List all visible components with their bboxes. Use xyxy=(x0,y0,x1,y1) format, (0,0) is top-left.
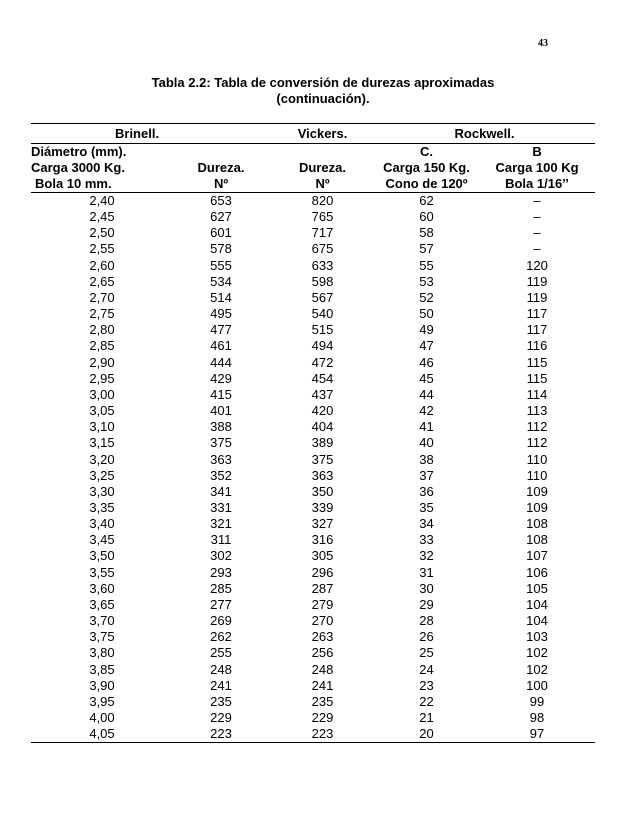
cell-rockwell-b: 117 xyxy=(526,322,548,338)
cell-brinell-dureza: 514 xyxy=(210,289,232,305)
group-header-row xyxy=(31,124,595,144)
table-row xyxy=(31,387,595,403)
cell-rockwell-b: 109 xyxy=(526,499,548,515)
cell-rockwell-b: 97 xyxy=(479,726,595,743)
cell-rockwell-c: 23 xyxy=(419,677,434,693)
cell-rockwell-b: 99 xyxy=(529,693,545,709)
table xyxy=(31,123,595,743)
group-header-brinell: Brinell. xyxy=(115,126,160,141)
cell-brinell-dureza: 229 xyxy=(210,710,232,725)
cell-brinell-dureza: 321 xyxy=(210,516,232,532)
cell-vickers-dureza: 327 xyxy=(311,516,334,532)
column-header-line: Carga 100 Kg xyxy=(495,160,579,175)
cell-vickers-dureza: 515 xyxy=(311,322,334,338)
table-row xyxy=(31,662,595,678)
cell-rockwell-c: 21 xyxy=(419,710,434,725)
table-row xyxy=(31,290,595,306)
cell-rockwell-b: 98 xyxy=(529,710,545,725)
cell-vickers-dureza: 437 xyxy=(311,386,334,402)
cell-rockwell-b: 112 xyxy=(526,419,548,435)
cell-vickers-dureza: 420 xyxy=(311,403,334,419)
column-header-line: C. xyxy=(420,144,434,159)
table-row xyxy=(31,613,595,629)
cell-brinell-dureza: 293 xyxy=(210,564,232,580)
cell-brinell-dureza: 285 xyxy=(210,580,232,596)
cell-rockwell-c: 22 xyxy=(419,693,434,709)
cell-rockwell-c: 49 xyxy=(419,322,434,338)
cell-diametro: 2,55 xyxy=(89,241,115,257)
cell-rockwell-c: 46 xyxy=(419,354,434,370)
cell-rockwell-c: 34 xyxy=(419,516,434,532)
cell-rockwell-b: 108 xyxy=(526,516,548,532)
cell-vickers-dureza: 223 xyxy=(271,726,374,743)
table-row xyxy=(31,435,595,451)
column-header-line: Bola 10 mm. xyxy=(35,176,112,191)
cell-rockwell-c: 62 xyxy=(419,193,434,208)
column-header-line: Nº xyxy=(315,176,330,191)
cell-rockwell-b: 105 xyxy=(526,580,548,596)
table-row xyxy=(31,565,595,581)
cell-diametro: 3,65 xyxy=(89,596,115,612)
column-header-rockwell-b xyxy=(479,144,595,193)
cell-brinell-dureza: 341 xyxy=(210,483,232,499)
cell-vickers-dureza: 339 xyxy=(311,499,334,515)
cell-brinell-dureza: 352 xyxy=(210,467,232,483)
cell-rockwell-b: 112 xyxy=(526,435,548,451)
table-row xyxy=(31,629,595,645)
cell-rockwell-c: 55 xyxy=(419,257,434,273)
cell-brinell-dureza: 578 xyxy=(210,241,232,257)
cell-vickers-dureza: 820 xyxy=(311,193,334,208)
cell-rockwell-c: 40 xyxy=(419,435,434,451)
group-header-rockwell: Rockwell. xyxy=(454,126,515,141)
table-row xyxy=(31,484,595,500)
column-header-line: Nº xyxy=(213,176,229,191)
cell-rockwell-c: 42 xyxy=(419,403,434,419)
cell-vickers-dureza: 675 xyxy=(311,241,334,257)
cell-rockwell-b: 116 xyxy=(526,338,548,354)
cell-vickers-dureza: 350 xyxy=(311,483,334,499)
column-header-line: B xyxy=(532,144,542,159)
cell-diametro: 2,45 xyxy=(89,209,115,225)
cell-diametro: 2,80 xyxy=(89,322,115,338)
cell-rockwell-c: 53 xyxy=(419,273,434,289)
cell-brinell-dureza: 223 xyxy=(171,726,271,743)
table-row xyxy=(31,274,595,290)
table-row xyxy=(31,694,595,710)
cell-diametro: 3,20 xyxy=(89,451,115,467)
cell-diametro: 3,75 xyxy=(89,629,115,645)
cell-vickers-dureza: 494 xyxy=(311,338,334,354)
cell-rockwell-b: 117 xyxy=(526,306,548,322)
cell-brinell-dureza: 461 xyxy=(210,338,232,354)
cell-rockwell-c: 29 xyxy=(419,596,434,612)
cell-vickers-dureza: 633 xyxy=(311,257,334,273)
table-row xyxy=(31,726,595,743)
cell-rockwell-c: 38 xyxy=(419,451,434,467)
table-row xyxy=(31,678,595,694)
cell-diametro: 3,30 xyxy=(89,483,115,499)
cell-vickers-dureza: 256 xyxy=(311,645,334,661)
cell-diametro: 3,55 xyxy=(89,564,115,580)
cell-rockwell-b: 110 xyxy=(526,451,548,467)
table-row xyxy=(31,516,595,532)
cell-diametro: 2,85 xyxy=(89,338,115,354)
cell-rockwell-b: 102 xyxy=(526,645,548,661)
cell-rockwell-c: 31 xyxy=(419,564,434,580)
cell-brinell-dureza: 248 xyxy=(210,661,232,677)
table-row xyxy=(31,468,595,484)
cell-rockwell-b: 102 xyxy=(526,661,548,677)
cell-vickers-dureza: 540 xyxy=(311,306,334,322)
cell-rockwell-b: 119 xyxy=(526,273,548,289)
cell-brinell-dureza: 241 xyxy=(210,677,232,693)
cell-brinell-dureza: 262 xyxy=(210,629,232,645)
cell-rockwell-c: 50 xyxy=(419,306,434,322)
cell-diametro: 3,00 xyxy=(89,386,115,402)
cell-diametro: 3,50 xyxy=(89,548,115,564)
cell-rockwell-c: 25 xyxy=(419,645,434,661)
cell-rockwell-b: 104 xyxy=(526,596,548,612)
cell-rockwell-b: 108 xyxy=(526,532,548,548)
cell-brinell-dureza: 601 xyxy=(210,225,232,241)
cell-vickers-dureza: 279 xyxy=(311,596,334,612)
cell-rockwell-b: 110 xyxy=(526,467,548,483)
cell-diametro: 2,75 xyxy=(89,306,115,322)
cell-brinell-dureza: 477 xyxy=(210,322,232,338)
cell-rockwell-b: 119 xyxy=(526,289,548,305)
cell-diametro: 3,85 xyxy=(89,661,115,677)
cell-rockwell-b: – xyxy=(533,241,541,257)
cell-brinell-dureza: 363 xyxy=(210,451,232,467)
cell-diametro: 4,05 xyxy=(31,726,171,743)
table-row xyxy=(31,355,595,371)
cell-diametro: 2,95 xyxy=(89,370,115,386)
cell-diametro: 2,65 xyxy=(89,273,115,289)
cell-rockwell-b: 103 xyxy=(526,629,548,645)
cell-diametro: 2,60 xyxy=(89,257,115,273)
cell-rockwell-b: 115 xyxy=(526,370,548,386)
cell-brinell-dureza: 277 xyxy=(210,596,232,612)
cell-diametro: 3,15 xyxy=(89,435,115,451)
cell-rockwell-c: 32 xyxy=(419,548,434,564)
table-row xyxy=(31,500,595,516)
table-caption xyxy=(0,75,638,107)
table-row xyxy=(31,338,595,354)
cell-vickers-dureza: 241 xyxy=(311,677,334,693)
column-header-line: Dureza. xyxy=(197,160,245,175)
cell-vickers-dureza: 316 xyxy=(311,532,334,548)
table-row xyxy=(31,371,595,387)
cell-diametro: 3,45 xyxy=(89,532,115,548)
cell-diametro: 3,40 xyxy=(89,516,115,532)
table-row xyxy=(31,710,595,726)
cell-brinell-dureza: 555 xyxy=(210,257,232,273)
cell-brinell-dureza: 653 xyxy=(210,193,232,208)
cell-vickers-dureza: 472 xyxy=(311,354,334,370)
cell-vickers-dureza: 765 xyxy=(311,209,334,225)
cell-vickers-dureza: 263 xyxy=(311,629,334,645)
cell-diametro: 3,60 xyxy=(89,580,115,596)
cell-brinell-dureza: 429 xyxy=(210,370,232,386)
cell-brinell-dureza: 311 xyxy=(210,532,232,548)
cell-rockwell-c: 52 xyxy=(419,289,434,305)
cell-rockwell-c: 58 xyxy=(419,225,434,241)
table-row xyxy=(31,452,595,468)
cell-rockwell-b: 100 xyxy=(526,677,548,693)
column-header-vickers-dureza xyxy=(271,144,374,193)
cell-vickers-dureza: 248 xyxy=(311,661,334,677)
cell-brinell-dureza: 255 xyxy=(210,645,232,661)
column-header-line: Diámetro (mm). xyxy=(31,144,127,159)
cell-vickers-dureza: 287 xyxy=(311,580,334,596)
cell-rockwell-b: 107 xyxy=(526,548,548,564)
cell-diametro: 3,10 xyxy=(89,419,115,435)
cell-rockwell-c: 47 xyxy=(419,338,434,354)
table-row xyxy=(31,419,595,435)
cell-vickers-dureza: 717 xyxy=(311,225,334,241)
cell-brinell-dureza: 331 xyxy=(210,499,232,515)
cell-vickers-dureza: 229 xyxy=(311,710,334,725)
cell-diametro: 3,25 xyxy=(89,467,115,483)
cell-rockwell-c: 28 xyxy=(419,613,434,629)
table-row xyxy=(31,532,595,548)
table-row xyxy=(31,225,595,241)
cell-rockwell-b: 114 xyxy=(526,386,548,402)
cell-rockwell-c: 45 xyxy=(419,370,434,386)
table-row xyxy=(31,403,595,419)
cell-rockwell-b: – xyxy=(533,225,541,241)
column-header-line: Carga 150 Kg. xyxy=(383,160,470,175)
cell-rockwell-c: 37 xyxy=(419,467,434,483)
cell-diametro: 3,05 xyxy=(89,403,115,419)
cell-brinell-dureza: 495 xyxy=(210,306,232,322)
cell-diametro: 2,50 xyxy=(89,225,115,241)
cell-brinell-dureza: 534 xyxy=(210,273,232,289)
table-row xyxy=(31,306,595,322)
table-row xyxy=(31,209,595,225)
cell-rockwell-b: – xyxy=(533,209,541,225)
table-row xyxy=(31,322,595,338)
cell-diametro: 3,70 xyxy=(89,613,115,629)
cell-brinell-dureza: 375 xyxy=(210,435,232,451)
cell-vickers-dureza: 375 xyxy=(311,451,334,467)
cell-rockwell-c: 35 xyxy=(419,499,434,515)
table-row xyxy=(31,597,595,613)
caption-line-2: (continuación). xyxy=(276,91,370,106)
hardness-conversion-table xyxy=(31,123,595,743)
group-header-vickers: Vickers. xyxy=(297,126,348,141)
cell-diametro: 3,35 xyxy=(89,499,115,515)
cell-rockwell-c: 60 xyxy=(419,209,434,225)
cell-vickers-dureza: 296 xyxy=(311,564,334,580)
cell-diametro: 3,95 xyxy=(89,693,115,709)
cell-brinell-dureza: 269 xyxy=(210,613,232,629)
caption-line-1: Tabla 2.2: Tabla de conversión de durezas aproximadas xyxy=(151,75,495,90)
cell-vickers-dureza: 389 xyxy=(311,435,334,451)
column-header-rockwell-c xyxy=(374,144,479,193)
cell-brinell-dureza: 444 xyxy=(210,354,232,370)
table-row xyxy=(31,548,595,564)
cell-rockwell-b: 104 xyxy=(526,613,548,629)
column-header-line xyxy=(171,144,271,160)
cell-brinell-dureza: 302 xyxy=(210,548,232,564)
cell-brinell-dureza: 627 xyxy=(210,209,232,225)
column-header-line: Dureza. xyxy=(299,160,346,175)
column-header-line xyxy=(271,144,374,160)
cell-rockwell-b: 120 xyxy=(526,257,548,273)
cell-rockwell-c: 44 xyxy=(419,386,434,402)
cell-vickers-dureza: 404 xyxy=(311,419,334,435)
cell-rockwell-b: – xyxy=(533,193,541,208)
column-header-line: Carga 3000 Kg. xyxy=(31,160,125,175)
cell-rockwell-b: 106 xyxy=(526,564,548,580)
cell-vickers-dureza: 235 xyxy=(311,693,334,709)
column-header-brinell-dureza xyxy=(171,144,271,193)
cell-brinell-dureza: 388 xyxy=(210,419,232,435)
table-row xyxy=(31,581,595,597)
cell-brinell-dureza: 235 xyxy=(210,693,232,709)
cell-rockwell-c: 20 xyxy=(374,726,479,743)
cell-rockwell-c: 30 xyxy=(419,580,434,596)
column-header-line: Cono de 120º xyxy=(385,176,468,191)
cell-diametro: 2,40 xyxy=(89,193,115,208)
table-row xyxy=(31,645,595,661)
cell-vickers-dureza: 305 xyxy=(311,548,334,564)
cell-diametro: 2,90 xyxy=(89,354,115,370)
table-row xyxy=(31,193,595,210)
cell-diametro: 2,70 xyxy=(89,289,115,305)
cell-vickers-dureza: 598 xyxy=(311,273,334,289)
column-header-diametro xyxy=(31,144,171,193)
cell-vickers-dureza: 454 xyxy=(311,370,334,386)
cell-diametro: 4,00 xyxy=(89,710,115,725)
cell-diametro: 3,90 xyxy=(89,677,115,693)
cell-brinell-dureza: 401 xyxy=(210,403,232,419)
cell-rockwell-b: 113 xyxy=(526,403,548,419)
column-header-row xyxy=(31,144,595,193)
table-row xyxy=(31,241,595,257)
cell-rockwell-b: 115 xyxy=(526,354,548,370)
cell-rockwell-c: 41 xyxy=(419,419,434,435)
cell-brinell-dureza: 415 xyxy=(210,386,232,402)
cell-rockwell-c: 36 xyxy=(419,483,434,499)
column-header-line: Bola 1/16’’ xyxy=(505,176,569,191)
page-number: 43 xyxy=(538,38,548,49)
table-row xyxy=(31,258,595,274)
cell-vickers-dureza: 270 xyxy=(311,613,334,629)
cell-rockwell-c: 33 xyxy=(419,532,434,548)
cell-rockwell-c: 26 xyxy=(419,629,434,645)
cell-vickers-dureza: 363 xyxy=(311,467,334,483)
cell-vickers-dureza: 567 xyxy=(311,289,334,305)
cell-rockwell-b: 109 xyxy=(526,483,548,499)
cell-rockwell-c: 24 xyxy=(419,661,434,677)
table-body xyxy=(31,193,595,743)
cell-rockwell-c: 57 xyxy=(419,241,434,257)
cell-diametro: 3,80 xyxy=(89,645,115,661)
